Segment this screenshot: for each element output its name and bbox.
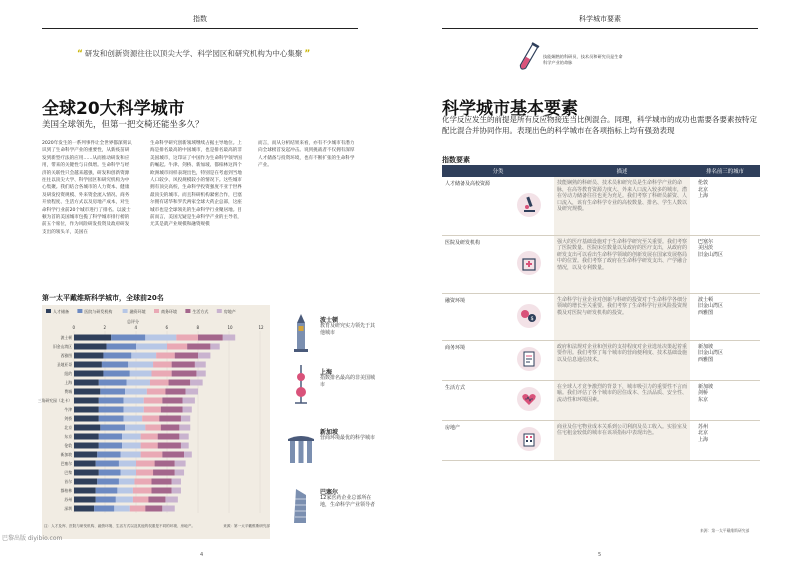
bar-segment	[175, 353, 198, 359]
category-label: 北京	[64, 425, 72, 430]
legend-swatch	[123, 309, 128, 313]
bar-segment	[99, 407, 124, 413]
watermark: 巴黎出版 diyibio.com	[2, 535, 63, 542]
bar-segment	[96, 497, 116, 503]
x-tick-label: 6	[165, 325, 169, 330]
table-label: 指数要素	[442, 156, 470, 164]
body-column-2: 生命科学研究创新领域继续占据主导地位。上海是排名最高的中国城市，也是排名最高的非美国城市，这印证了中国作为生命科学领导国的崛起。牛津、剑桥、新加坡、都柏林这四个欧洲城市同样表现出色，特别是在考虑到当地人口较少、风投规模较小的情况下。这些城市拥有顶尖高校，生命科学投资强度不亚于世界最顶尖的城市。而且科研机构紧密合作，巴塞尔拥有诺华和罗氏两家全球大药企总部，这座城市也是全球领先的生命科学行业聚居地。目前而言，美国无疑是生命科学产业的主导者，尤其是就产业规模和融资规模	[150, 141, 242, 228]
bar-segment	[142, 416, 159, 422]
quote-open-icon: “	[77, 49, 83, 59]
row-category: 融资环境	[442, 293, 504, 340]
row-top-cities: 巴塞尔 美因茨 旧金山湾区	[690, 235, 760, 293]
bar-segment	[183, 407, 192, 413]
bar-segment	[198, 353, 210, 359]
row-description: 在全球人才竞争激烈的背景下，城市吸引力的重要性不言而喻。我们评估了各个城市的居住成本、生活品质、安全性、流动性和环境因素。	[554, 380, 690, 420]
legend-label: 生活方式	[192, 309, 209, 314]
city-desc: 营商环境最优的科学城市	[320, 435, 376, 441]
bar-segment	[190, 380, 202, 386]
bar-segment	[159, 416, 181, 422]
bar-segment	[74, 398, 99, 404]
category-label: 新加坡	[60, 452, 72, 457]
bar-segment	[144, 398, 163, 404]
bar-segment	[116, 497, 133, 503]
row-category: 商务环境	[442, 340, 504, 380]
bar-segment	[165, 497, 177, 503]
bar-segment	[136, 461, 155, 467]
bar-segment	[74, 335, 111, 341]
legend-label: 商务环境	[161, 309, 177, 314]
pull-quote	[75, 48, 325, 59]
row-top-cities: 波士顿 旧金山湾区 西雅图	[690, 293, 760, 340]
category-label: 巴塞尔	[60, 461, 72, 466]
bar-segment	[136, 470, 153, 476]
document-icon	[504, 340, 554, 380]
bar-segment	[74, 425, 100, 431]
bar-segment	[181, 443, 189, 449]
chart-container	[37, 305, 270, 539]
bar-segment	[127, 380, 150, 386]
bar-segment	[74, 371, 103, 377]
bar-segment	[99, 470, 121, 476]
microscope-icon	[504, 177, 554, 235]
x-axis-label: 总评分	[127, 319, 139, 324]
table-row	[442, 340, 760, 380]
bar-segment	[148, 497, 165, 503]
row-top-cities: 苏州 北京 上海	[690, 420, 760, 460]
x-tick-label: 12	[258, 325, 264, 330]
quote-text: 研发和创新资源往往以顶尖大学、科学园区和研究机构为中心集聚	[84, 49, 303, 58]
heart-icon	[504, 380, 554, 420]
category-label: 深圳	[64, 506, 72, 511]
row-description: 生命科学行业企业对创新与科研的投资对于生命科学各细分领域的增长至关重要。我们考察了生命科学行业风险投资规模及对医院与研发机构的投资。	[554, 293, 690, 340]
bar-segment	[74, 416, 99, 422]
bar-segment	[131, 353, 156, 359]
tower-icon	[286, 313, 316, 353]
table-header-row	[442, 165, 760, 177]
table-row	[442, 235, 760, 293]
bar-segment	[162, 452, 184, 458]
bar-segment	[175, 461, 186, 467]
category-label: 都柏林	[60, 488, 72, 493]
bar-segment	[198, 335, 223, 341]
bar-segment	[94, 506, 114, 512]
legend-swatch	[46, 309, 51, 313]
bar-segment	[210, 344, 219, 350]
bar-segment	[99, 434, 122, 440]
currency-icon	[504, 293, 554, 340]
svg-text:$: $	[530, 315, 534, 322]
page-title: 科学城市基本要素	[442, 99, 578, 119]
row-description: 商业及住宅物业成本关系到公司利润及员工收入。实验室及住宅租金较低的城市在该项指标中表现出色。	[554, 420, 690, 460]
bar-segment	[125, 389, 147, 395]
stacked-bar-chart	[37, 305, 270, 523]
bar-segment	[136, 344, 167, 350]
bar-segment	[130, 506, 146, 512]
bar-segment	[99, 416, 124, 422]
bar-segment	[100, 389, 125, 395]
column-header: 分类	[442, 165, 554, 177]
bar-segment	[96, 461, 119, 467]
bar-segment	[74, 407, 99, 413]
bar-segment	[107, 344, 136, 350]
bar-segment	[122, 434, 141, 440]
column-header: 排名前三的城市	[690, 165, 760, 177]
bar-segment	[169, 380, 191, 386]
bar-segment	[156, 353, 175, 359]
category-label: 圣地亚哥	[56, 362, 72, 367]
body-column-3: 而言，而从分析结果来看，亦有不少城市有潜力向全球榜首发起冲击。说到挑战者不仅拥有深厚人才储备与投资环境，也有不断扩张的生命科学产业。	[258, 141, 355, 169]
bar-segment	[103, 371, 129, 377]
x-tick-label: 8	[196, 325, 200, 330]
category-label: 纽约	[64, 371, 72, 376]
bar-segment	[162, 506, 174, 512]
bar-segment	[119, 461, 136, 467]
chart-title: 第一太平戴维斯科学城市，全球前20名	[42, 294, 164, 302]
bar-segment	[124, 416, 143, 422]
category-label: 费城	[64, 389, 72, 394]
x-tick-label: 2	[103, 325, 107, 330]
page-subtitle: 美国全球领先，但第一把交椅还能坐多久？	[42, 120, 204, 130]
category-label: 上海	[64, 380, 72, 385]
right-page	[400, 0, 800, 566]
city-callout-boston	[286, 313, 376, 363]
bar-segment	[172, 371, 197, 377]
footnote-source: 来源：第一太平戴维斯研究部	[223, 524, 270, 528]
table-row	[442, 380, 760, 420]
city-callout-shanghai	[286, 365, 376, 415]
column-header: 描述	[554, 165, 690, 177]
bar-segment	[223, 335, 235, 341]
elements-table	[442, 165, 760, 461]
x-tick-label: 0	[72, 325, 76, 330]
legend-label: 人才储备	[53, 309, 69, 314]
category-label: 牛津	[64, 407, 72, 412]
bar-segment	[100, 425, 125, 431]
bar-segment	[133, 488, 152, 494]
building-icon	[504, 420, 554, 460]
pearl-tower-icon	[286, 365, 316, 405]
bar-segment	[103, 353, 131, 359]
bar-segment	[141, 452, 163, 458]
x-tick-label: 10	[227, 325, 233, 330]
bar-segment	[74, 389, 100, 395]
bar-segment	[74, 461, 96, 467]
bar-segment	[152, 488, 172, 494]
legend-swatch	[154, 309, 159, 313]
bar-segment	[161, 425, 180, 431]
row-category: 房地产	[442, 420, 504, 460]
bar-segment	[187, 344, 210, 350]
bar-segment	[74, 470, 99, 476]
test-tube-caption: 技能娴熟的科研员、技术员和研究员是生命科学产业的命脉	[543, 54, 623, 65]
legend-swatch	[217, 309, 222, 313]
bar-segment	[74, 506, 94, 512]
bar-segment	[74, 362, 102, 368]
bar-segment	[141, 443, 158, 449]
category-label: 波士顿	[60, 335, 72, 340]
legend-label: 房地产	[223, 309, 236, 314]
bar-segment	[121, 470, 137, 476]
bar-segment	[179, 434, 188, 440]
bar-segment	[133, 497, 149, 503]
page-title: 全球20大科学城市	[42, 99, 185, 119]
bar-segment	[124, 398, 144, 404]
bar-segment	[145, 335, 176, 341]
bar-segment	[175, 470, 184, 476]
city-name: 新加坡	[320, 429, 339, 436]
bar-segment	[153, 362, 172, 368]
city-name: 巴塞尔	[320, 489, 339, 496]
bar-segment	[179, 425, 190, 431]
bar-segment	[141, 434, 158, 440]
bar-segment	[102, 362, 128, 368]
page-header: 指数	[42, 14, 358, 29]
page-header: 科学城市要素	[442, 14, 758, 29]
bar-segment	[150, 380, 169, 386]
page-number: 4	[200, 552, 204, 558]
city-callout-basel	[286, 485, 376, 535]
bar-segment	[74, 479, 97, 485]
row-category: 人才储备及高校资源	[442, 177, 504, 235]
bar-segment	[74, 488, 96, 494]
bar-segment	[155, 461, 175, 467]
page-number: 5	[598, 552, 602, 558]
legend-label: 医院与研发机构	[84, 309, 113, 314]
city-desc: 12家医药企业总部所在地，生命科学产业领导者	[320, 495, 376, 508]
category-label: 三角研究园（北卡）	[37, 398, 72, 403]
bar-segment	[74, 380, 99, 386]
bar-segment	[74, 497, 96, 503]
bar-segment	[183, 398, 195, 404]
table-row	[442, 177, 760, 235]
bar-segment	[181, 416, 190, 422]
quote-close-icon: ”	[304, 49, 311, 59]
category-label: 东京	[64, 434, 72, 439]
bar-segment	[145, 425, 161, 431]
bar-segment	[165, 389, 185, 395]
bar-segment	[74, 443, 99, 449]
row-description: 强大的医疗基础设施对于生命科学研究至关重要。我们考察了医院数量、医院床位数量以及政府的医疗支出，从政府的研发支出可以看出生命科学领域的创新发展在国家发展格局中的位置。我们考察了政府在生命科学研发支出、产学融合情况，以及专利数量。	[554, 235, 690, 293]
bar-segment	[99, 380, 127, 386]
bar-segment	[152, 371, 172, 377]
bar-segment	[158, 443, 181, 449]
city-desc: 指数排名最高的非美国城市	[320, 375, 376, 388]
legend-swatch	[185, 309, 190, 313]
table-row	[442, 420, 760, 460]
bar-segment	[161, 407, 183, 413]
intro-paragraph: 化学反应发生的前提是所有反应物接连当比例混合。同理，科学城市的成功也需要各要素按特定配比混合并协同作用。表现出色的科学城市在各项指标上均有强劲表现	[442, 115, 757, 135]
bar-segment	[117, 488, 132, 494]
bar-segment	[130, 371, 152, 377]
bar-segment	[152, 479, 172, 485]
bar-segment	[97, 479, 119, 485]
body-column-1: 2020年发生的一系列事件让全世界都深刻认识到了生命科学产业的重要性，从新疫苗研发到新型疗法的应用……从而推动研发和应用，带来的关键性与日俱增。生命科学与经济的关联性只会越来越强，研发和创新资源往往以顶尖大学、科学园区和研究机构为中心集聚。我们结合各城市的人力资本、健康及研发投资规模、外来资金流入情况、商务开放程度、生活方式以及房地产成本，对生命科学行业前20个城市进行了排名。以波士顿为首的美国城市包揽了科学城市排行榜的前五个席位，作为风险研发投资及政府研发支出的领头羊，美国在	[42, 141, 132, 235]
bar-segment	[158, 434, 180, 440]
bar-segment	[74, 353, 103, 359]
bar-segment	[172, 479, 181, 485]
chart-footnote	[44, 524, 270, 529]
row-category: 生活方式	[442, 380, 504, 420]
category-label: 苏州	[64, 497, 72, 502]
test-tube-icon	[518, 40, 538, 76]
bar-segment	[121, 452, 141, 458]
bar-segment	[122, 443, 141, 449]
bar-segment	[114, 506, 130, 512]
category-label: 巴黎	[64, 470, 72, 475]
bar-segment	[167, 344, 187, 350]
row-category: 医院及研发机构	[442, 235, 504, 293]
footnote-text: 注：人才及库、医院与研发机构、融资环境、生活方式以及其他的权重是不同的环境、房地产。	[44, 524, 195, 528]
bar-segment	[111, 335, 145, 341]
bar-segment	[184, 452, 192, 458]
legend-label: 融资环境	[129, 309, 146, 314]
source-note: 来源：第一太平戴维斯研究部	[700, 528, 750, 533]
x-tick-label: 4	[134, 325, 138, 330]
bar-segment	[134, 479, 151, 485]
row-description: 政府和法规对企业和创业的支持程度对企业选址决策起着重要作用。我们考察了每个城市的营商便利度、技术基础设施以及信息通信技术。	[554, 340, 690, 380]
bar-segment	[144, 407, 161, 413]
category-label: 西雅图	[60, 353, 72, 358]
row-top-cities: 伦敦 北京 上海	[690, 177, 760, 235]
bar-segment	[99, 398, 124, 404]
bar-segment	[162, 398, 182, 404]
bar-segment	[147, 389, 166, 395]
bar-segment	[99, 443, 122, 449]
category-label: 伦敦	[64, 443, 72, 448]
marina-bay-icon	[286, 425, 316, 465]
bar-segment	[186, 389, 198, 395]
category-label: 剑桥	[64, 416, 72, 421]
row-top-cities: 新加坡 旧金山湾区 西雅图	[690, 340, 760, 380]
bar-segment	[124, 407, 144, 413]
legend-swatch	[77, 309, 82, 313]
bar-segment	[145, 506, 162, 512]
bar-segment	[74, 452, 97, 458]
city-name: 波士顿	[320, 317, 339, 324]
bar-segment	[125, 425, 145, 431]
bar-segment	[119, 479, 135, 485]
bar-segment	[172, 362, 195, 368]
roche-tower-icon	[286, 485, 316, 525]
bar-segment	[172, 488, 181, 494]
category-label: 旧金山湾区	[53, 344, 72, 349]
bar-segment	[74, 344, 107, 350]
city-name: 上海	[320, 369, 333, 376]
bar-segment	[128, 362, 153, 368]
table-row	[442, 293, 760, 340]
bar-segment	[176, 335, 198, 341]
bar-segment	[96, 488, 118, 494]
city-desc: 教育及研究实力领先于其他城市	[320, 323, 376, 336]
bar-segment	[195, 362, 206, 368]
bar-segment	[196, 371, 205, 377]
row-description: 技能娴熟的科研员、技术员和研究员是生命科学产业的命脉，在高等教育资源力度大、外来人口流入较多的城市，潜在劳动力储备往往也更为充足。我们考察了科研员薪资、人口流入，该有生命科学专业的高校数量、排名、学生人数以及研究规模。	[554, 177, 690, 235]
bar-segment	[97, 452, 120, 458]
city-callout-singapore	[286, 425, 376, 475]
row-top-cities: 新加坡 剑桥 东京	[690, 380, 760, 420]
hospital-icon	[504, 235, 554, 293]
bar-segment	[153, 470, 175, 476]
category-label: 首尔	[64, 479, 72, 484]
bar-segment	[74, 434, 99, 440]
